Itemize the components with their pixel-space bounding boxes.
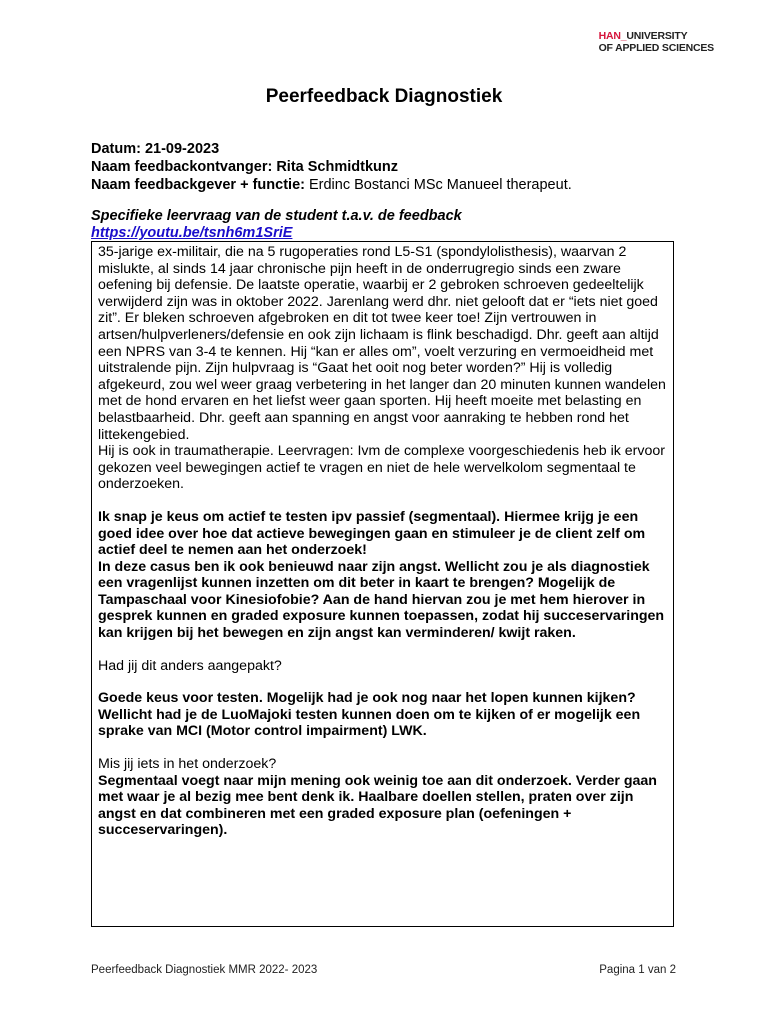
footer-left: Peerfeedback Diagnostiek MMR 2022- 2023: [91, 964, 318, 976]
question-2: Had jij dit anders aangepakt?: [98, 657, 282, 674]
feedback-1: Ik snap je keus om actief te testen ipv passief (segmentaal). Hiermee krijg je een goed idee over hoe dat actieve bewegingen gaan en stimuleer je de client zelf om actief deel te nemen aan het onderzoek!: [98, 508, 646, 559]
feedback-2: In deze casus ben ik ook benieuwd naar zijn angst. Wellicht zou je als diagnostiek een vragenlijst kunnen inzetten om dit beter in kaart te brengen? Mogelijk de Tampaschaal voor Kinesiofobie? Aan de hand hiervan zou je met hem hierover in gesprek kunnen en graded exposure kunnen toepassen, zodat hij succeservaringen kan krijgen bij het bewegen en zijn angst kan verminderen/ kwijt raken.: [98, 558, 665, 642]
feedback-receiver: Naam feedbackontvanger: Rita Schmidtkunz: [91, 159, 398, 175]
case-description-2: Hij is ook in traumatherapie. Leervragen: Ivm de complexe voorgeschiedenis heb ik ervoor gekozen veel bewegingen actief te vragen en niet de hele wervelkolom segmentaal te onderzoeken.: [98, 443, 666, 493]
feedback-box: [91, 241, 674, 927]
meta-block: [91, 140, 572, 194]
learning-question-label: Specifieke leervraag van de student t.a.v. de feedback: [91, 208, 462, 224]
han-logo: [599, 30, 714, 54]
feedback-3: Goede keus voor testen. Mogelijk had je ook nog naar het lopen kunnen kijken?: [98, 690, 636, 707]
youtube-link[interactable]: https://youtu.be/tsnh6m1SriE: [91, 225, 293, 241]
datum: Datum: 21-09-2023: [91, 141, 220, 157]
feedback-4: Wellicht had je de LuoMajoki testen kunnen doen om te kijken of er mogelijk een sprake van MCI (Motor control impairment) LWK.: [98, 706, 641, 740]
question-3: Mis jij iets in het onderzoek?: [98, 756, 277, 773]
footer-page-number: Pagina 1 van 2: [599, 964, 676, 976]
feedback-giver-value: Erdinc Bostanci MSc Manueel therapeut.: [304, 177, 572, 193]
page-title: Peerfeedback Diagnostiek: [265, 86, 503, 107]
feedback-5: Segmentaal voegt naar mijn mening ook weinig toe aan dit onderzoek. Verder gaan met waar je al bezig mee bent denk ik. Haalbare doellen stellen, praten over zijn angst en dat combineren met een graded exposure plan (oefeningen + succeservaringen).: [98, 772, 657, 839]
feedback-giver: [91, 176, 572, 194]
logo-line1: UNIVERSITY: [626, 30, 688, 42]
logo-line2: OF APPLIED SCIENCES: [598, 42, 714, 54]
logo-han: HAN_: [598, 30, 627, 42]
feedback-giver-label: Naam feedbackgever + functie:: [91, 177, 305, 193]
learning-question: [91, 208, 462, 242]
case-description: 35-jarige ex-militair, die na 5 rugoperaties rond L5-S1 (spondylolisthesis), waarvan 2 mislukte, al sinds 14 jaar chronische pijn heeft in de onderrugregio sinds een zware oefening bij defensie. De laatste operatie, waarbij er 2 gebroken schroeven gedeeltelijk verwijderd zijn was in oktober 2022. Jarenlang werd dhr. niet gelooft dat er “iets niet goed zit”. Er bleken schroeven afgebroken en dit tot twee keer toe! Zijn vertrouwen in artsen/hulpverleners/defensie en ook zijn lichaam is flink beschadigd. Dhr. geeft aan altijd een NPRS van 3-4 te kennen. Hij “kan er alles om”, voelt verzuring en vermoeidheid met uitstralende pijn. Zijn hulpvraag is “Gaat het ooit nog beter worden?” Hij is volledig afgekeurd, zou wel weer graag verbetering in het langer dan 20 minuten kunnen wandelen met de hond ervaren en het liefst weer gaan sporten. Hij heeft moeite met belasting en belastbaarheid. Dhr. geeft aan spanning en angst voor aanraking te hebben rond het littekengebied.: [98, 244, 666, 443]
